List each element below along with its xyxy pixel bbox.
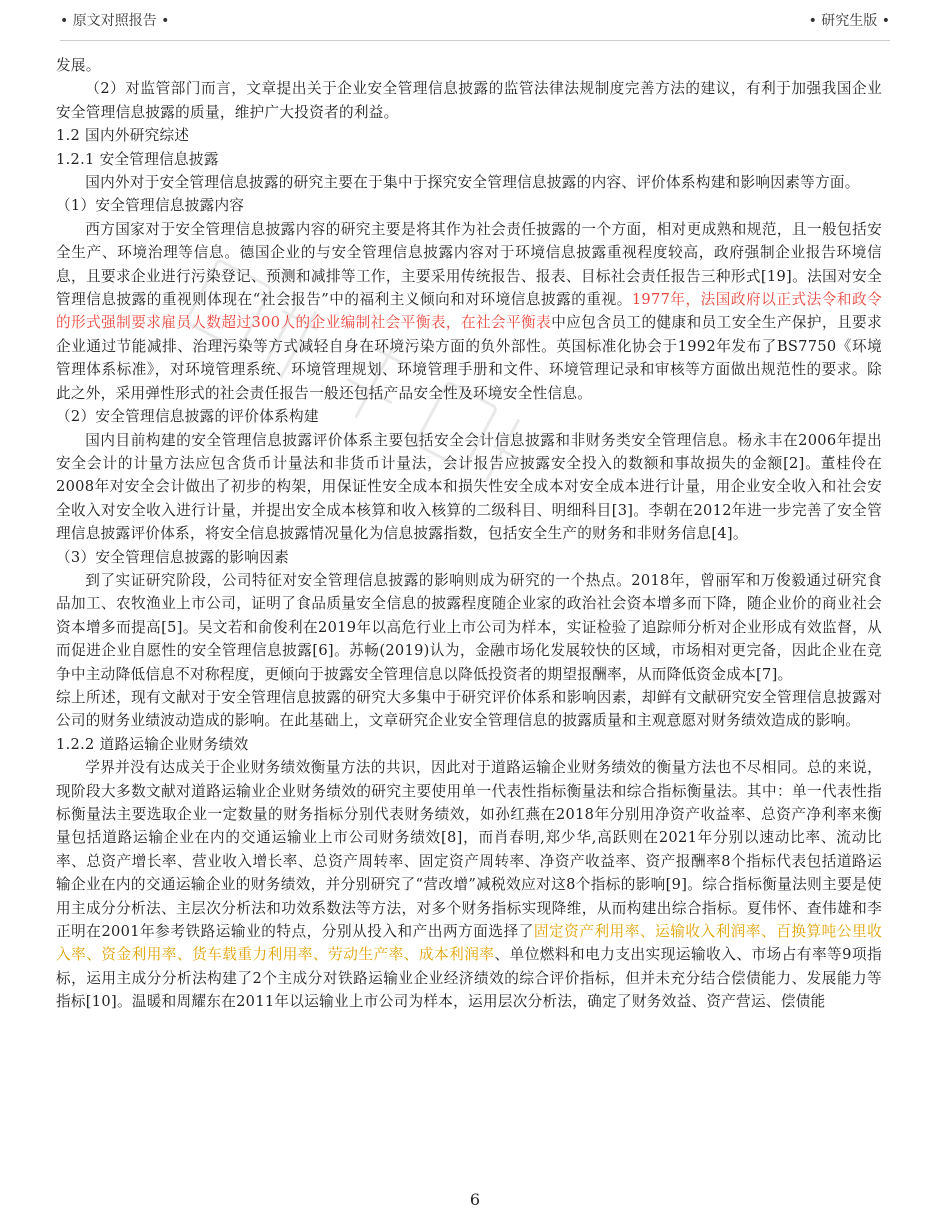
report-type-label: • 原文对照报告 • — [60, 13, 170, 29]
page-header — [60, 10, 890, 32]
similarity-highlight: 固定资产利用率、运输收入利润率、百换算吨公里收入率、资金利用率、货车载重力利用率、劳动生产率、成本利润率 — [56, 923, 883, 964]
paragraph: 国内目前构建的安全管理信息披露评价体系主要包括安全会计信息披露和非财务类安全管理信息。杨永丰在2006年提出安全会计的计量方法应包含货币计量法和非货币计量法，会计报告应披露安全投入的数额和事故损失的金额[2]。董桂伶在2008年对安全会计做出了初步的构架，用保证性安全成本和损失性安全成本对安全成本进行计量，用企业安全收入和社会安全收入对安全收入进行计量，并提出安全成本核算和收入核算的二级科目、明细科目[3]。李朝在2012年进一步完善了安全管理信息披露评价体系，将安全信息披露情况量化为信息披露指数，包括安全生产的财务和非财务信息[4]。 — [56, 431, 882, 543]
paragraph: 综上所述，现有文献对于安全管理信息披露的研究大多集中于研究评价体系和影响因素，却鲜有文献研究安全管理信息披露对公司的财务业绩波动造成的影响。在此基础上，文章研究企业安全管理信息的披露质量和主观意愿对财务绩效造成的影响。 — [56, 688, 882, 730]
text-span: 中应包含员工的健康和员工安全生产保护，且要求企业通过节能减排、治理污染等方式减轻自身在环境污染方面的负外部性。英国标准化协会于1992年发布了BS7750《环境管理体系标准》，对环境管理系统、环境管理规划、环境管理手册和文件、环境管理记录和审核等方面做出规范性的要求。除此之外，采用弹性形式的社会责任报告一般还包括产品安全性及环境安全性信息。 — [56, 314, 882, 402]
subsection-heading: 1.2.2 道路运输企业财务绩效 — [56, 735, 249, 753]
text-span: 西方国家对于安全管理信息披露内容的研究主要是将其作为社会责任披露的一个方面，相对更成熟和规范，且一般包括安全生产、环境治理等信息。德国企业的与安全管理信息披露内容对于环境信息披露重视程度较高，政府强制企业报告环境信息，且要求企业进行污染登记、预测和减排等工作，主要采用传统报告、报表、目标社会责任报告三种形式[19]。法国对安全管理信息披露的重视则体现在“社会报告”中的福利主义倾向和对环境信息披露的重视。 — [56, 220, 882, 309]
similarity-highlight: 1977年，法国政府以正式法令和政令的形式强制要求雇员人数超过300人的企业编制社会平衡表，在社会平衡表 — [56, 291, 882, 332]
paragraph: （2）对监管部门而言，文章提出关于企业安全管理信息披露的监管法律法规制度完善方法的建议，有利于加强我国企业安全管理信息披露的质量，维护广大投资者的利益。 — [56, 80, 882, 121]
text-span: 、单位燃料和电力支出实现运输收入、市场占有率等9项指标，运用主成分分析法构建了2个主成分对铁路运输业企业经济绩效的综合评价指标，但并未充分结合偿债能力、发展能力等指标[10]。温暖和周耀东在2011年以运输业上市公司为样本，运用层次分析法，确定了财务效益、资产营运、偿债能 — [56, 946, 883, 1011]
paragraph: 发展。 — [56, 57, 101, 74]
page-number: 6 — [469, 1190, 481, 1209]
section-heading: 1.2 国内外研究综述 — [56, 127, 190, 145]
item-heading: （3）安全管理信息披露的影响因素 — [56, 548, 289, 566]
item-heading: （1）安全管理信息披露内容 — [56, 197, 245, 215]
paragraph: 到了实证研究阶段，公司特征对安全管理信息披露的影响则成为研究的一个热点。2018年，曾丽军和万俊毅通过研究食品加工、农牧渔业上市公司，证明了食品质量安全信息的披露程度随企业家的政治社会资本增多而下降，随企业价的商业社会资本增多而提高[5]。吴文若和俞俊利在2019年以高危行业上市公司为样本，实证检验了追踪师分析对企业形成有效监督，从而促进企业自愿性的安全管理信息披露[6]。苏畅(2019)认为，金融市场化发展较快的区域，市场相对更完备，因此企业在竞争中主动降低信息不对称程度，更倾向于披露安全管理信息以降低投资者的期望报酬率，从而降低资金成本[7]。 — [56, 571, 882, 683]
item-heading: （2）安全管理信息披露的评价体系构建 — [56, 408, 319, 426]
paragraph — [56, 218, 882, 405]
document-body — [56, 54, 882, 1014]
paragraph: 国内外对于安全管理信息披露的研究主要在于集中于探究安全管理信息披露的内容、评价体系构建和影响因素等方面。 — [85, 174, 860, 192]
header-divider — [60, 40, 890, 41]
text-span: 学界并没有达成关于企业财务绩效衡量方法的共识，因此对于道路运输企业财务绩效的衡量方法也不尽相同。总的来说，现阶段大多数文献对道路运输业企业财务绩效的研究主要使用单一代表性指标衡量法和综合指标衡量法。其中：单一代表性指标衡量法主要选取企业一定数量的财务指标分别代表财务绩效，如孙红燕在2018年分别用净资产收益率、总资产净利率来衡量包括道路运输企业在内的交通运输业上市公司财务绩效[8]，而肖春明,郑少华,高跃则在2021年分别以速动比率、流动比率、总资产增长率、营业收入增长率、总资产周转率、固定资产周转率、净资产收益率、资产报酬率8个指标代表包括道路运输企业在内的交通运输企业的财务绩效，并分别研究了“营改增”减税效应对这8个指标的影响[9]。综合指标衡量法则主要是使用主成分分析法、主层次分析法和功效系数法等方法，对多个财务指标实现降维，从而构建出综合指标。夏伟怀、查伟雄和李正明在2001年参考铁路运输业的特点，分别从投入和产出两方面选择了 — [56, 759, 882, 941]
paragraph — [56, 756, 882, 1013]
edition-label: • 研究生版 • — [808, 13, 890, 29]
subsection-heading: 1.2.1 安全管理信息披露 — [56, 150, 219, 168]
